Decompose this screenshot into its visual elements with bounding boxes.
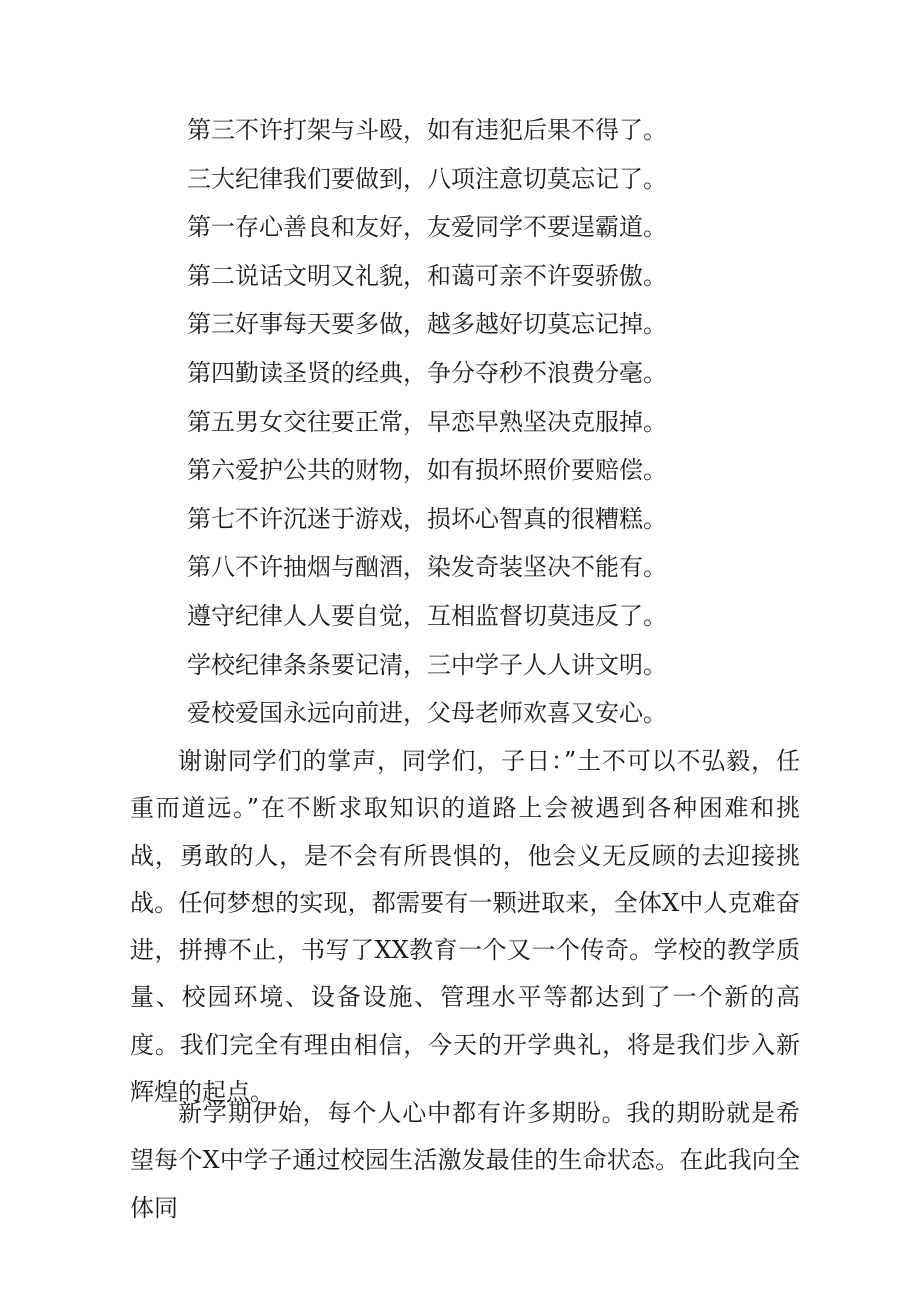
verse-line: 第一存心善良和友好，友爱同学不要逞霸道。: [187, 213, 667, 242]
verse-line: 第七不许沉迷于游戏，损坏心智真的很糟糕。: [187, 504, 667, 533]
body-paragraph-new-term: 新学期伊始，每个人心中都有许多期盼。我的期盼就是希望每个X中学子通过校园生活激发最佳的生命状态。在此我向全体同: [130, 1099, 800, 1222]
verse-line: 第八不许抽烟与酗酒，染发奇装坚决不能有。: [187, 553, 667, 582]
verse-line: 第五男女交往要正常，早恋早熟坚决克服掉。: [187, 407, 667, 436]
verse-line: 遵守纪律人人要自觉，互相监督切莫违反了。: [187, 601, 667, 630]
verse-line: 学校纪律条条要记清，三中学子人人讲文明。: [187, 650, 667, 679]
verse-line: 第三好事每天要多做，越多越好切莫忘记掉。: [187, 310, 667, 339]
verse-line: 爱校爱国永远向前进，父母老师欢喜又安心。: [187, 699, 667, 728]
discipline-verse: [187, 113, 667, 745]
verse-line: 三大纪律我们要做到，八项注意切莫忘记了。: [187, 164, 667, 193]
verse-line: 第三不许打架与斗殴，如有违犯后果不得了。: [187, 116, 667, 144]
verse-line: 第四勤读圣贤的经典，争分夺秒不浪费分毫。: [187, 358, 667, 387]
verse-line: 第六爱护公共的财物，如有损坏照价要赔偿。: [187, 456, 667, 485]
body-paragraph-thanks: 谢谢同学们的掌声，同学们，子日：”土不可以不弘毅，任重而道远。”在不断求取知识的道路上会被遇到各种困难和挑战，勇敢的人，是不会有所畏惧的，他会义无反顾的去迎接挑战。任何梦想的实现，都需要有一颗进取来，全体X中人克难奋进，拼搏不止，书写了XX教育一个又一个传奇。学校的教学质量、校园环境、设备设施、管理水平等都达到了一个新的高度。我们完全有理由相信，今天的开学典礼，将是我们步入新辉煌的起点。: [130, 747, 800, 1107]
verse-line: 第二说话文明又礼貌，和蔼可亲不许耍骄傲。: [187, 261, 667, 290]
